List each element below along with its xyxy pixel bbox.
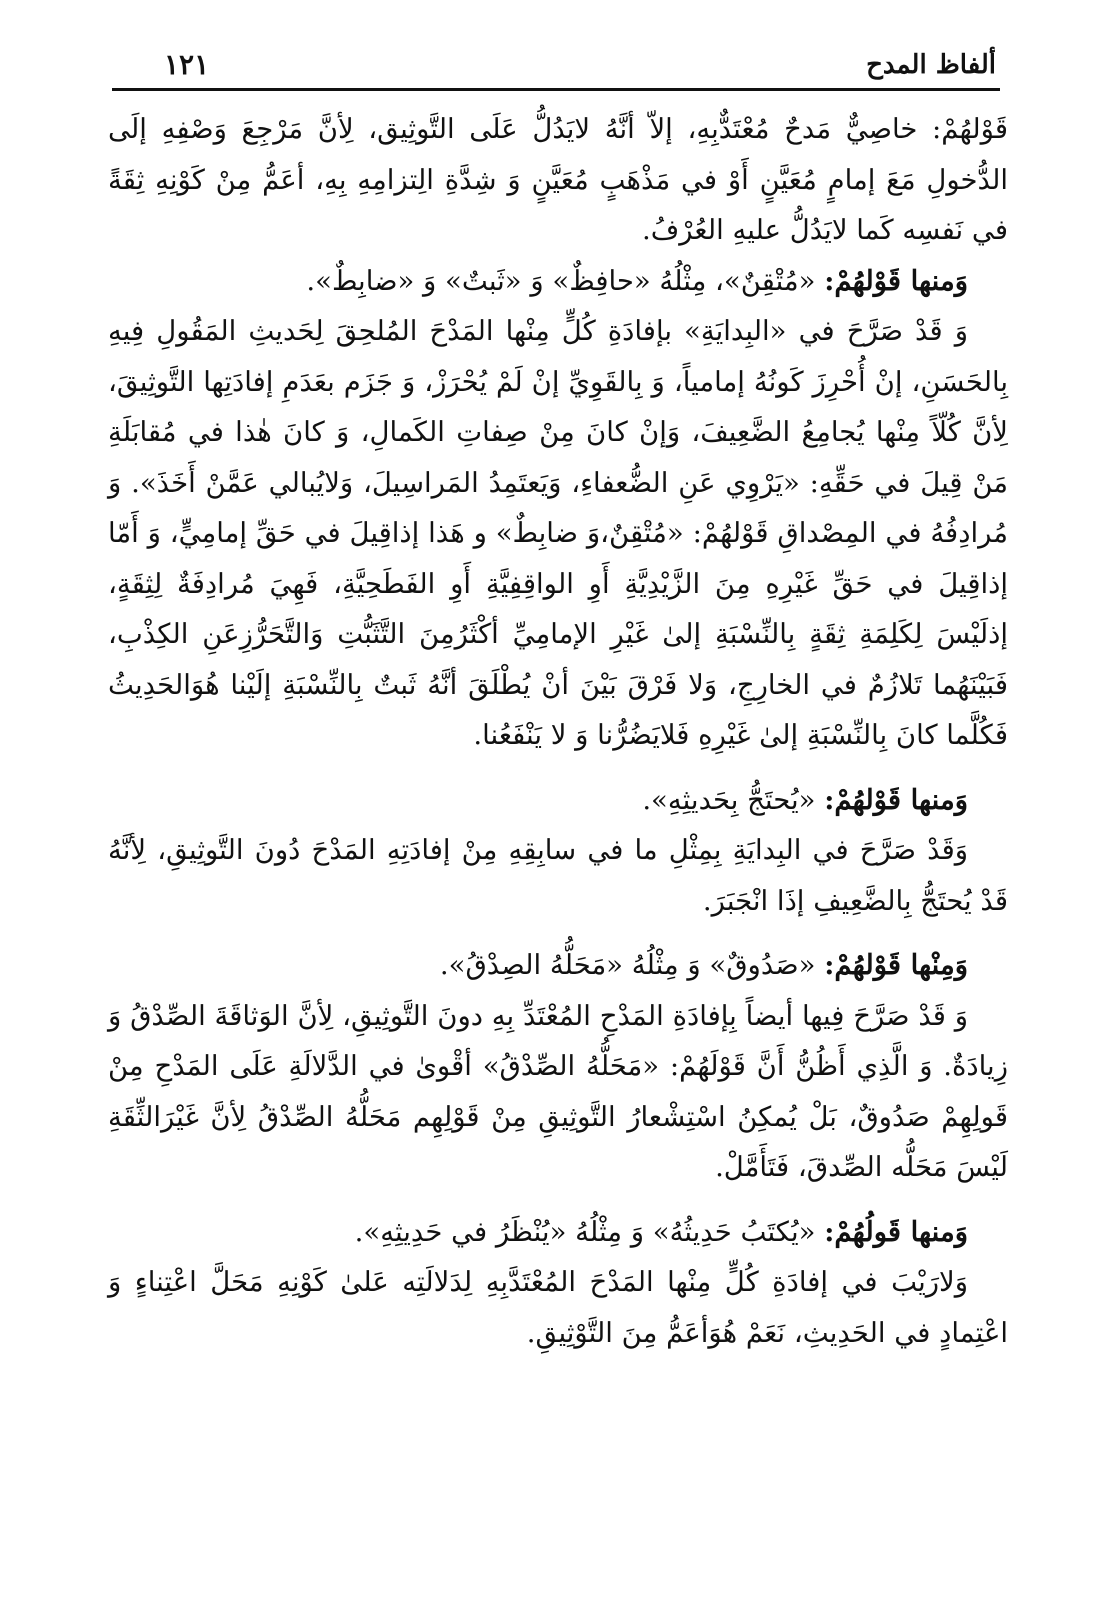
paragraph-2 xyxy=(108,256,1008,307)
paragraph-8-text: «يُكتَبُ حَدِيثُهُ» وَ مِثْلُهُ «يُنْظَرُ في حَدِيثِهِ». xyxy=(354,1215,825,1248)
paragraph-7-text: وَ قَدْ صَرَّحَ فِيها أيضاً بِإفادَةِ المَدْحِ المُعْتَدِّ بِهِ دونَ التَّوثِيقِ، لِأنَّ الوَثاقَةَ الصِّدْقُ وَ زِيادَةٌ. وَ الَّذِي أَظُنُّ أَنَّ قَوْلَهُمْ: «مَحَلُّهُ الصِّدْقُ» أقْوىٰ في الدَّلالَةِ عَلَى المَدْحِ مِنْ قَولِهِمْ صَدُوقٌ، بَلْ يُمكِنُ اسْتِشْعارُ التَّوثِيقِ مِنْ قَوْلِهِم مَحَلُّهُ الصِّدْقُ لِأنَّ غَيْرَالثِّقَةِ لَيْسَ مَحَلُّه الصِّدقَ، فَتَأَمَّلْ. xyxy=(108,999,1008,1183)
page-number: ١٢١ xyxy=(164,48,210,81)
body-text xyxy=(108,104,1008,1358)
running-title: ألفاظ المدح xyxy=(866,50,996,80)
paragraph-8 xyxy=(108,1207,1008,1258)
paragraph-4 xyxy=(108,775,1008,826)
paragraph-6-lead: وَمِنْها قَوْلهُمْ: xyxy=(824,949,968,981)
paragraph-7 xyxy=(108,991,1008,1193)
paragraph-9 xyxy=(108,1257,1008,1358)
paragraph-6-text: «صَدُوقٌ» وَ مِثْلُهُ «مَحَلُّهُ الصِدْقُ». xyxy=(439,949,825,981)
running-head xyxy=(116,46,996,86)
header-rule xyxy=(112,88,1000,91)
paragraph-3-text: وَ قَدْ صَرَّحَ في «البِدايَةِ» بإفادَةِ كُلٍّ مِنْها المَدْحَ المُلحِقَ لِحَديثِ المَقُولِ فِيهِ بِالحَسَنِ، إنْ أُحْرِزَ كَونُهُ إمامياً، وَ بِالقَوِيِّ إنْ لَمْ يُحْرَزْ، وَ جَزَم بعَدَمِ إفادَتِها التَّوثِيقَ، لِأنَّ كُلّاً مِنْها يُجامِعُ الضَّعِيفَ، وَإنْ كانَ مِنْ صِفاتِ الكَمالِ، وَ كانَ هٰذا في مُقابَلَةِ مَنْ قِيلَ في حَقِّهِ: «يَرْوِي عَنِ الضُّعفاءِ، وَيَعتَمِدُ المَراسِيلَ، وَلايُبالي عَمَّنْ أَخَذَ». وَ مُرادِفُهُ في المِصْداقِ قَوْلهُمْ: «مُتْقِنٌ،وَ ضابِطٌ» و هَذا إذاقِيلَ في حَقِّ إمامِيٍّ، وَ أَمّا إذاقِيلَ في حَقِّ غَيْرِهِ مِنَ الزَّيْدِيَّةِ أَوِ الواقِفِيَّةِ أَوِ الفَطَحِيَّةِ، فَهِيَ مُرادِفَةٌ لِثِقَةٍ، إذلَيْسَ لِكَلِمَةِ ثِقَةٍ بِالنِّسْبَةِ إلىٰ غَيْرِ الإمامِيِّ أكْثَرُمِنَ التَّثَبُّتِ وَالتَّحَرُّزِعَنِ الكِذْبِ، فَبَيْنَهُما تَلازُمٌ في الخارِجِ، وَلا فَرْقَ بَيْنَ أنْ يُطْلَقَ أنَّهُ ثَبتٌ بِالنِّسْبَةِ إلَيْنا هُوَالحَدِيثُ فَكُلَّما كانَ بِالنِّسْبَةِ إلىٰ غَيْرِهِ فَلايَضُرُّنا وَ لا يَنْفَعُنا. xyxy=(108,315,1008,751)
paragraph-1-text: قَوْلهُمْ: خاصِيٌّ مَدحٌ مُعْتَدٌّبِهِ، إلاّ أنَّهُ لايَدُلُّ عَلَى التَّوثِيق، لِأنَّ مَرْجِعَ وَصْفِهِ إلَى الدُّخولِ مَعَ إمامٍ مُعَيَّنٍ أَوْ في مَذْهَبٍ مُعَيَّنٍ وَ شِدَّةِ الِتزامِهِ بِهِ، أعَمُّ مِنْ كَوْنِهِ ثِقَةً في نَفسِه كَما لايَدُلُّ عليهِ العُرْفُ. xyxy=(108,113,1008,246)
paragraph-2-lead: وَمنها قَوْلهُمْ: xyxy=(824,264,968,297)
paragraph-6 xyxy=(108,940,1008,991)
paragraph-2-text: «مُتْقِنٌ»، مِثْلُهُ «حافِظٌ» وَ «ثَبتٌ» وَ «ضابِطٌ». xyxy=(306,264,825,297)
paragraph-3 xyxy=(108,306,1008,761)
paragraph-1 xyxy=(108,104,1008,256)
paragraph-4-text: «يُحتَجُّ بِحَديثِهِ». xyxy=(642,783,825,816)
paragraph-9-text: وَلارَيْبَ في إفادَةِ كُلٍّ مِنْها المَدْحَ المُعْتَدَّبِهِ لِدَلالَتِه عَلىٰ كَوْنِهِ مَحَلَّ اعْتِناءٍ وَ اعْتِمادٍ في الحَدِيثِ، نَعَمْ هُوَأعَمُّ مِنَ التَّوْثِيقِ. xyxy=(108,1266,1008,1349)
paragraph-5 xyxy=(108,825,1008,926)
paragraph-8-lead: وَمنها قَولُهُمْ: xyxy=(824,1215,968,1248)
paragraph-5-text: وَقَدْ صَرَّحَ في البِدايَةِ بِمِثْلِ ما في سابِقِهِ مِنْ إفادَتِهِ المَدْحَ دُونَ التَّوثِيقِ، لِأنَّهُ قَدْ يُحتَجُّ بِالضَّعِيفِ إذَا انْجَبَرَ. xyxy=(108,834,1008,917)
paragraph-4-lead: وَمنها قَوْلهُمْ: xyxy=(824,783,968,816)
